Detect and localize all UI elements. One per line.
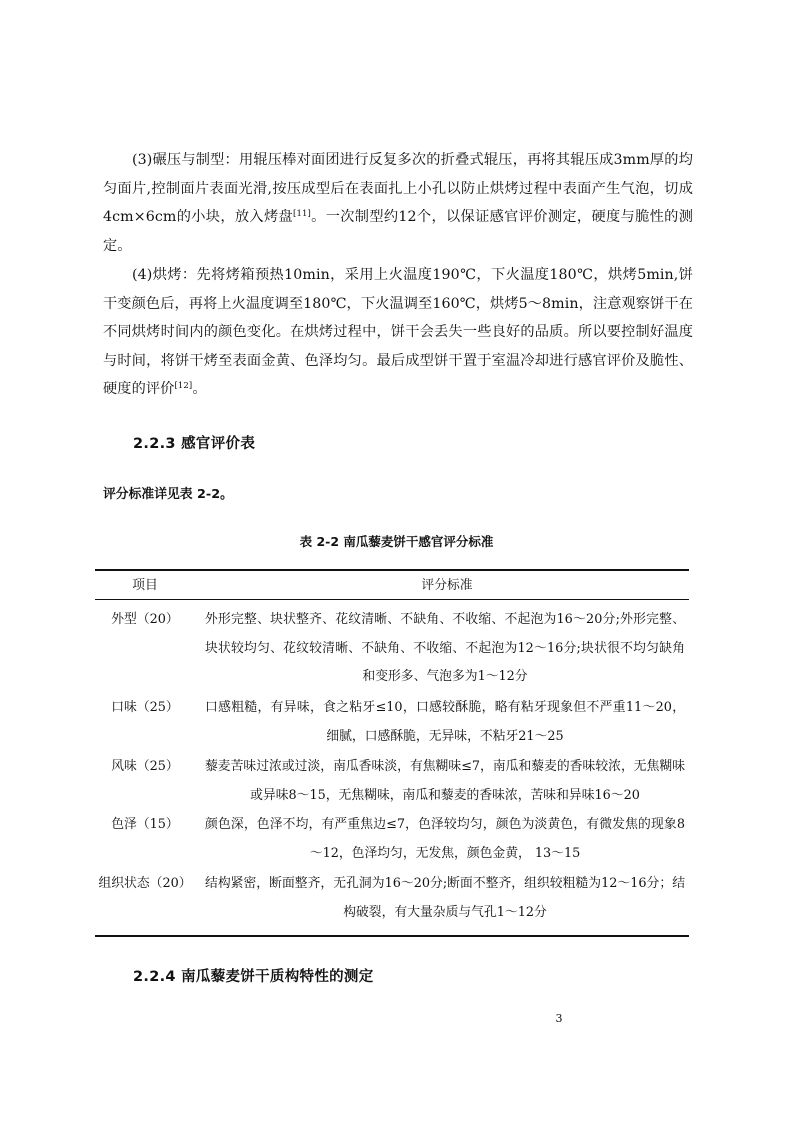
table-cell-criteria: 外形完整、块状整齐、花纹清晰、不缺角、不收缩、不起泡为16～20分;外形完整、块状较均匀、花纹较清晰、不缺角、不收缩、不起泡为12～16分;块状很不均匀缺角和变形多、气泡多为1～12分 bbox=[205, 612, 685, 685]
section-heading-2-2-3: 2.2.3 感官评价表 bbox=[133, 436, 256, 452]
page-number: 3 bbox=[555, 1012, 563, 1025]
table-header-item: 项目 bbox=[132, 578, 158, 593]
table-cell-item: 外型（20） bbox=[111, 612, 179, 627]
table-caption: 表 2-2 南瓜藜麦饼干感官评分标准 bbox=[299, 534, 494, 549]
paragraph-text: (4)烘烤：先将烤箱预热10min，采用上火温度190℃，下火温度180℃，烘烤5min,饼干变颜色后，再将上火温度调至180℃，下火温调至160℃，烘烤5～8min，注意观察饼干在不同烘烤时间内的颜色变化。在烘烤过程中，饼干会丢失一些良好的品质。所以要控制好温度与时间，将饼干烤至表面金黄、色泽均匀。最后成型饼干置于室温冷却进行感官评价及脆性、硬度的评价 bbox=[103, 267, 693, 398]
table-cell-criteria: 藜麦苦味过浓或过淡，南瓜香味淡，有焦糊味≤7，南瓜和藜麦的香味较浓，无焦糊味或异味8～15，无焦糊味，南瓜和藜麦的香味浓，苦味和异味16～20 bbox=[205, 759, 685, 803]
paragraph-text: (3)碾压与制型：用辊压棒对面团进行反复多次的折叠式辊压，再将其辊压成3mm厚的均匀面片,控制面片表面光滑,按压成型后在表面扎上小孔以防止烘烤过程中表面产生气泡，切成4cm×6cm的小块，放入烤盘 bbox=[103, 152, 693, 226]
paragraph-rolling-shaping bbox=[103, 146, 693, 260]
table-cell-criteria: 结构紧密，断面整齐，无孔洞为16～20分;断面不整齐，组织较粗糙为12～16分；结构破裂，有大量杂质与气孔1～12分 bbox=[205, 876, 685, 920]
table-cell-criteria: 颜色深，色泽不均，有严重焦边≤7，色泽较均匀，颜色为淡黄色，有微发焦的现象8～12，色泽均匀，无发焦，颜色金黄， 13～15 bbox=[205, 817, 685, 861]
table-cell-item: 色泽（15） bbox=[111, 817, 179, 832]
table-cell-item: 风味（25） bbox=[111, 759, 179, 774]
paragraph-baking bbox=[103, 261, 693, 404]
table-top-rule bbox=[95, 569, 689, 571]
table-cell-item: 组织状态（20） bbox=[98, 876, 192, 891]
table-bottom-rule bbox=[95, 935, 689, 937]
table-reference-note: 评分标准详见表 2-2。 bbox=[103, 487, 233, 502]
table-header-criteria: 评分标准 bbox=[421, 578, 473, 593]
section-heading-2-2-4: 2.2.4 南瓜藜麦饼干质构特性的测定 bbox=[133, 969, 374, 985]
paragraph-text: 。 bbox=[192, 381, 207, 398]
table-cell-item: 口味（25） bbox=[111, 700, 179, 715]
citation-ref: [11] bbox=[293, 209, 311, 220]
paragraph-text: 。一次制型约12个，以保证感官评价测定，硬度与脆性的测定。 bbox=[103, 209, 693, 254]
citation-ref: [12] bbox=[174, 381, 193, 392]
table-header-rule bbox=[95, 599, 689, 600]
table-cell-criteria: 口感粗糙，有异味，食之粘牙≤10，口感较酥脆，略有粘牙现象但不严重11～20，细腻，口感酥脆，无异味，不粘牙21～25 bbox=[205, 700, 685, 744]
